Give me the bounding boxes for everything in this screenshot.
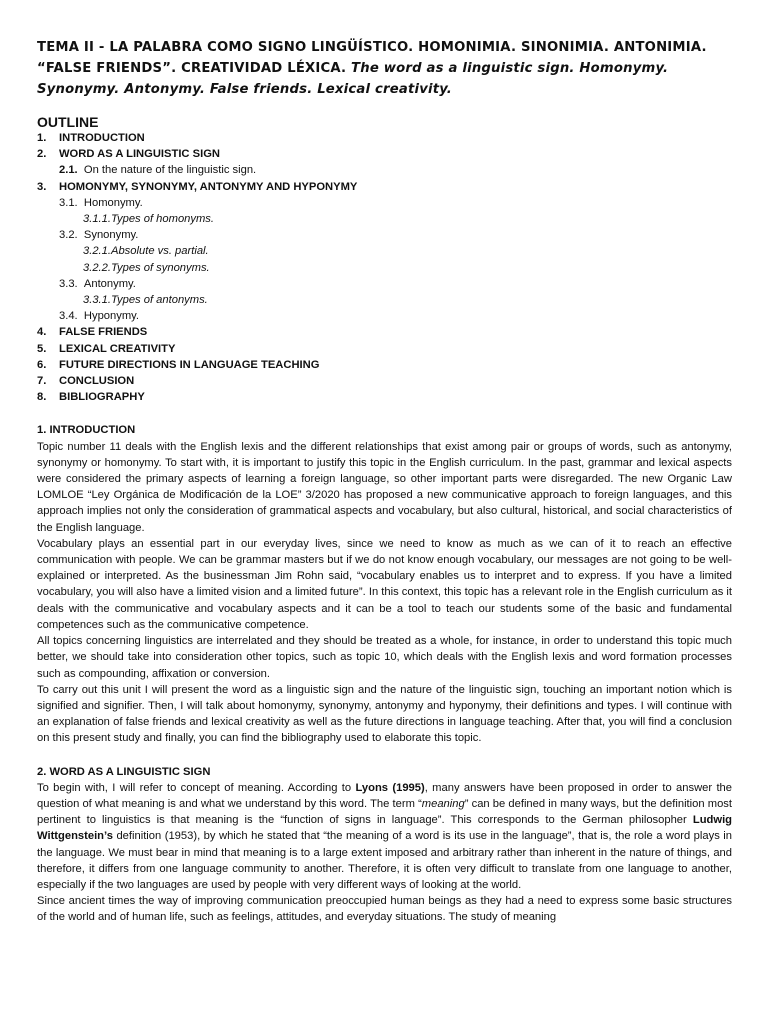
outline-subitem: 2.1. On the nature of the linguistic sign. [59,164,257,177]
outline-subsubitem: 3.3.1.Types of antonyms. [83,294,208,307]
document-title [37,37,732,100]
paragraph: Topic number 11 deals with the English lexis and the different relationships that exist among pair or groups of words, such as antonymy, synonymy or homonymy. To start with, it is important to justify this topic in the English curriculum. In the past, grammar and lexical aspects were considered the primary aspects of learning a foreign language, so other important parts were disregarded. The new Organic Law LOMLOE “Ley Orgánica de Modificación de la LOE” 3/2020 has proposed a new communicative approach to foreign languages, and this approach implies not only the consideration of grammatical aspects and vocabulary, but also cultural, historical, and social characteristics of the English language. [37,440,732,534]
document-page [37,37,732,926]
outline-item: 2. WORD AS A LINGUISTIC SIGN [37,148,220,161]
paragraph: To carry out this unit I will present the word as a linguistic sign and the nature of the linguistic sign, touching an important notion which is signified and signifier. Then, I will talk about homonymy, synonymy, antonymy and hyponymy, their definitions and types. I will continue with an explanation of false friends and lexical creativity as well as the future directions in language teaching. After that, you will find a conclusion on this present study and finally, you can find the bibliography used to elaborate this topic. [37,683,732,745]
outline-subsubitem: 3.1.1.Types of homonyms. [83,213,215,226]
outline-item: 8. BIBLIOGRAPHY [37,391,145,404]
paragraph: Since ancient times the way of improving communication preoccupied human beings as they had a need to express some basic structures of the world and of human life, such as feelings, attitudes, and everyday situations. The study of meaning [37,895,732,924]
outline-subsubitem: 3.2.2.Types of synonyms. [83,261,210,274]
outline-subitem: 3.2. Synonymy. [59,229,139,242]
title-english: The word as a linguistic sign. Homonymy. Synonymy. Antonymy. False friends. Lexical creativity. [37,61,669,97]
outline-heading: OUTLINE [37,114,99,130]
paragraph: All topics concerning linguistics are interrelated and they should be treated as a whole, for instance, in order to understand this topic much better, we should take into consideration other topics, such as topic 10, which deals with the English lexis and word formation processes such as compounding, affixation or conversion. [37,635,732,680]
title-spanish: TEMA II - LA PALABRA COMO SIGNO LINGÜÍSTICO. HOMONIMIA. SINONIMIA. ANTONIMIA. “FALSE FRIENDS”. CREATIVIDAD LÉXICA. [37,40,707,76]
paragraph: To begin with, I will refer to concept of meaning. According to Lyons (1995), many answers have been proposed in order to answer the question of what meaning is and what we understand by this word. The term “meaning” can be defined in many ways, but the definition most pertinent to linguistics is that meaning is the “function of signs in language”. This corresponds to the German philosopher Ludwig Wittgenstein’s definition (1953), by which he stated that “the meaning of a word is its use in the language”, that is, the role a word plays in the language. We must bear in mind that meaning is to a large extent imposed and arbitrary rather than inherent in the nature of things, and therefore, it differs from one language community to another. Therefore, it is often very difficult to translate from one language to another, especially if the two languages are used by people with very different ways of looking at the world. [37,781,733,891]
outline-item: 1. INTRODUCTION [37,132,145,144]
paragraph: Vocabulary plays an essential part in our everyday lives, since we need to know as much as we can of it to reach an effective communication with people. We can be grammar masters but if we do not know enough vocabulary, our messages are not going to be well-explained or interpreted. As the businessman Jim Rohn said, “vocabulary enables us to interpret and to express. If you have a limited vocabulary, you will also have a limited vision and a limited future”. In this context, this topic has a relevant role in the English curriculum as it deals with the communicative and vocabulary aspects and it can be a tool to teach our students some of the basic and fundamental competences such as the communicative competence. [37,537,732,631]
section-heading: 1. INTRODUCTION [37,424,136,437]
outline-item: 5. LEXICAL CREATIVITY [37,342,176,355]
outline-item: 3. HOMONYMY, SYNONYMY, ANTONYMY AND HYPONYMY [37,180,358,193]
outline-subitem: 3.4. Hyponymy. [59,310,140,323]
outline-item: 7. CONCLUSION [37,375,135,388]
section-introduction [37,422,732,746]
section-word-as-sign [37,764,732,926]
outline-subitem: 3.1. Homonymy. [59,196,143,209]
outline-item: 6. FUTURE DIRECTIONS IN LANGUAGE TEACHING [37,358,320,371]
outline-subitem: 3.3. Antonymy. [59,277,136,290]
outline-list [37,130,732,405]
outline-item: 4. FALSE FRIENDS [37,326,148,339]
section-heading: 2. WORD AS A LINGUISTIC SIGN [37,765,211,778]
outline-subsubitem: 3.2.1.Absolute vs. partial. [83,245,209,258]
